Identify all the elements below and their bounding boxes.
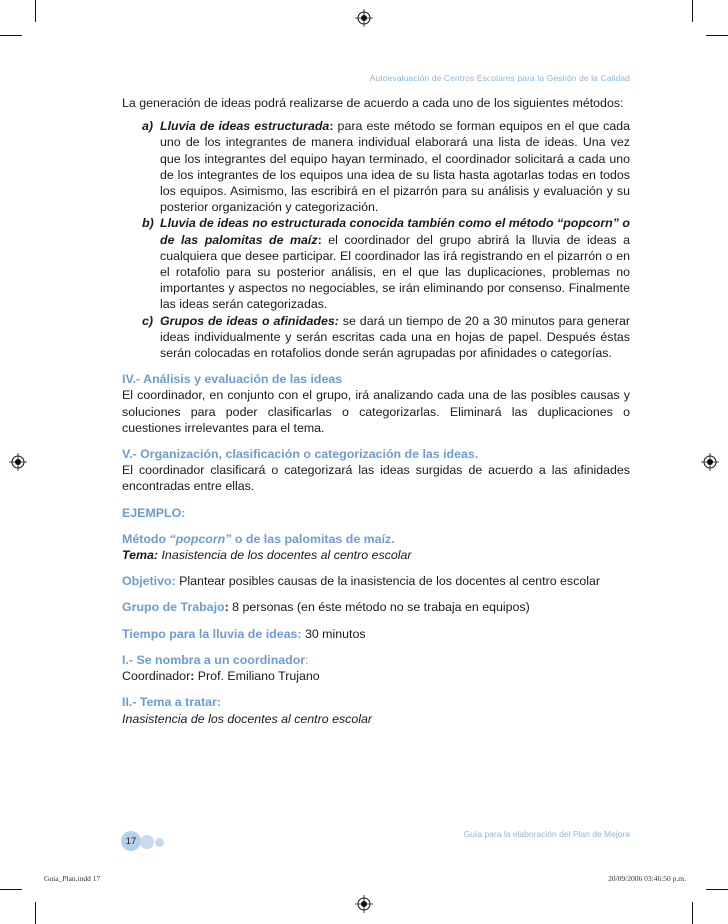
group-value: 8 personas (en éste método no se trabaja en equipos) [228, 600, 530, 615]
page-body [122, 95, 630, 727]
group-label: Grupo de Trabajo [122, 600, 225, 615]
coordinator-heading-text: I.- Se nombra a un coordinador [122, 652, 306, 667]
decorative-dot [155, 838, 164, 847]
method-title-colon: : [317, 232, 322, 247]
registration-mark-icon [355, 895, 373, 913]
methods-list [122, 118, 630, 361]
crop-mark [692, 902, 693, 924]
example-heading: EJEMPLO: [122, 505, 186, 520]
slug-file: Guia_Plan.indd 17 [44, 874, 101, 883]
time-label: Tiempo para la lluvia de ideas: [122, 626, 302, 641]
list-item [122, 118, 630, 215]
method-title: Lluvia de ideas estructurada [160, 119, 330, 134]
coordinator-colon: : [190, 669, 195, 684]
crop-mark [706, 35, 728, 36]
coordinator-heading [122, 652, 630, 668]
coordinator-heading-colon: : [305, 652, 309, 667]
coordinator-line [122, 668, 630, 684]
group-line [122, 599, 630, 615]
objective-block [122, 573, 630, 589]
crop-mark [35, 902, 36, 924]
crop-mark [0, 35, 22, 36]
running-header: Autoevaluación de Centros Escolares para la Gestión de la Calidad [369, 73, 630, 83]
coordinator-value: Prof. Emiliano Trujano [194, 669, 320, 684]
running-footer: Guía para la elaboración del Plan de Mejora [463, 829, 630, 839]
slug-timestamp: 20/09/2006 03:46:50 p.m. [608, 874, 686, 883]
time-block [122, 626, 630, 642]
example-section [122, 505, 630, 521]
method-description: para este método se forman equipos en el que cada uno de los integrantes de manera individual elaborará una lista de ideas. Una vez que los integrantes del equipo hayan terminado, el coordinador solicitará a cada uno de los integrantes de los equipos una idea de su lista hasta agotarlas todas en todos los equipos. Asimismo, las escribirá en el pizarrón para su análisis y evaluación y su posterior organización y categorización. [160, 119, 630, 215]
tema-line [122, 547, 630, 563]
objective-value: Plantear posibles causas de la inasistencia de los docentes al centro escolar [175, 574, 600, 589]
list-marker: a) [142, 119, 154, 134]
example-method [122, 531, 630, 563]
crop-mark [692, 0, 693, 22]
method-title: Lluvia de ideas no estructurada conocida también como el método “popcorn” o de las palomitas de maíz [160, 216, 630, 247]
objective-label: Objetivo: [122, 574, 176, 589]
section-organization [122, 446, 630, 495]
intro-paragraph: La generación de ideas podrá realizarse de acuerdo a cada uno de los siguientes métodos: [122, 96, 624, 110]
objective-line [122, 573, 630, 589]
decorative-dot [140, 835, 154, 849]
list-item [122, 313, 630, 362]
method-prefix: Método [122, 531, 170, 546]
registration-mark-icon [9, 453, 27, 471]
list-item [122, 215, 630, 312]
method-suffix: o de las palomitas de maíz. [231, 531, 395, 546]
list-marker: c) [142, 313, 154, 328]
method-italic: “popcorn” [169, 531, 232, 546]
tema-label: Tema: [122, 548, 159, 563]
page-number: 17 [121, 831, 141, 851]
section-heading: V.- Organización, clasificación o categorización de las ideas. [122, 447, 479, 462]
crop-mark [706, 889, 728, 890]
section-text: El coordinador clasificará o categorizará las ideas surgidas de acuerdo a las afinidades encontradas entre ellas. [122, 463, 630, 494]
group-block [122, 599, 630, 615]
method-line [122, 531, 630, 547]
method-description: el coordinador del grupo abrirá la lluvia de ideas a cualquiera que desee participar. El coordinador las irá registrando en el pizarrón o en el rotafolio para su posterior análisis, en el que las duplicaciones, problemas no importantes y aspectos no negociables, se irán eliminando por consenso. Finalmente las ideas serán categorizadas. [160, 232, 630, 312]
coordinator-label: Coordinador [122, 669, 191, 684]
group-colon: : [224, 600, 229, 615]
topic-block [122, 694, 630, 726]
method-title-colon: : [329, 119, 334, 134]
method-description: se dará un tiempo de 20 a 30 minutos para generar ideas individualmente y serán escritas cada una en hojas de papel. Después éstas serán colocadas en rotafolios donde serán agrupadas por afinidades o categorías. [160, 313, 631, 361]
list-marker: b) [142, 216, 154, 231]
coordinator-block [122, 652, 630, 684]
method-title: Grupos de ideas o afinidades: [160, 313, 339, 328]
time-line [122, 626, 630, 642]
section-heading: IV.- Análisis y evaluación de las ideas [122, 372, 343, 387]
tema-value: Inasistencia de los docentes al centro escolar [158, 548, 412, 563]
time-value: 30 minutos [301, 626, 366, 641]
crop-mark [35, 0, 36, 22]
section-analysis [122, 371, 630, 436]
section-text: El coordinador, en conjunto con el grupo, irá analizando cada una de las posibles causas y soluciones para poder clasificarlas o categorizarlas. Eliminará las duplicaciones o cuestiones irrelevantes para el tema. [122, 388, 630, 435]
topic-heading: II.- Tema a tratar: [122, 695, 221, 710]
registration-mark-icon [355, 9, 373, 27]
topic-value: Inasistencia de los docentes al centro escolar [122, 711, 373, 726]
crop-mark [0, 889, 22, 890]
registration-mark-icon [701, 453, 719, 471]
